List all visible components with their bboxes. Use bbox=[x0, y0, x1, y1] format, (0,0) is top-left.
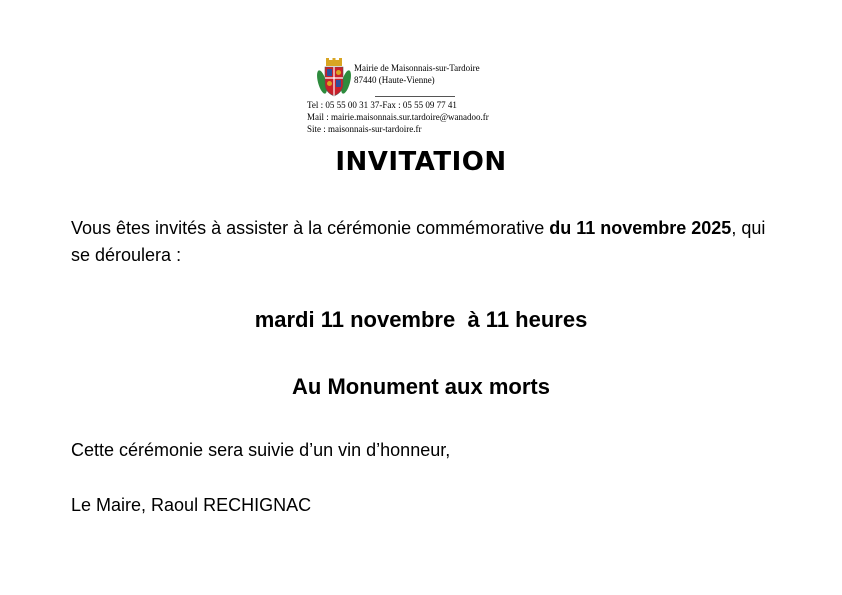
event-location: Au Monument aux morts bbox=[292, 374, 550, 399]
reception-note: Cette cérémonie sera suivie d’un vin d’honneur, bbox=[71, 440, 451, 460]
intro-date: du 11 novembre 2025 bbox=[549, 218, 732, 238]
mairie-postal: 87440 (Haute-Vienne) bbox=[354, 75, 435, 85]
intro-text-2: , qui se déroulera : bbox=[71, 218, 766, 265]
mairie-name: Mairie de Maisonnais-sur-Tardoire bbox=[354, 63, 480, 73]
intro-text-1: Vous êtes invités à assister à la cérémonie commémorative bbox=[71, 218, 550, 238]
letterhead-divider bbox=[375, 96, 455, 97]
mail-address: Mail : mairie.maisonnais.sur.tardoire@wanadoo.fr bbox=[307, 112, 489, 122]
event-datetime: mardi 11 novembre à 11 heures bbox=[254, 307, 588, 332]
phone-fax: Tel : 05 55 00 31 37-Fax : 05 55 09 77 41 bbox=[307, 100, 457, 110]
municipal-crest-icon bbox=[317, 58, 351, 98]
mairie-block bbox=[354, 62, 529, 86]
intro-paragraph bbox=[71, 215, 771, 269]
contact-block bbox=[307, 99, 527, 135]
page-title: INVITATION bbox=[335, 147, 507, 177]
signature: Le Maire, Raoul RECHIGNAC bbox=[71, 495, 312, 515]
website: Site : maisonnais-sur-tardoire.fr bbox=[307, 124, 422, 134]
